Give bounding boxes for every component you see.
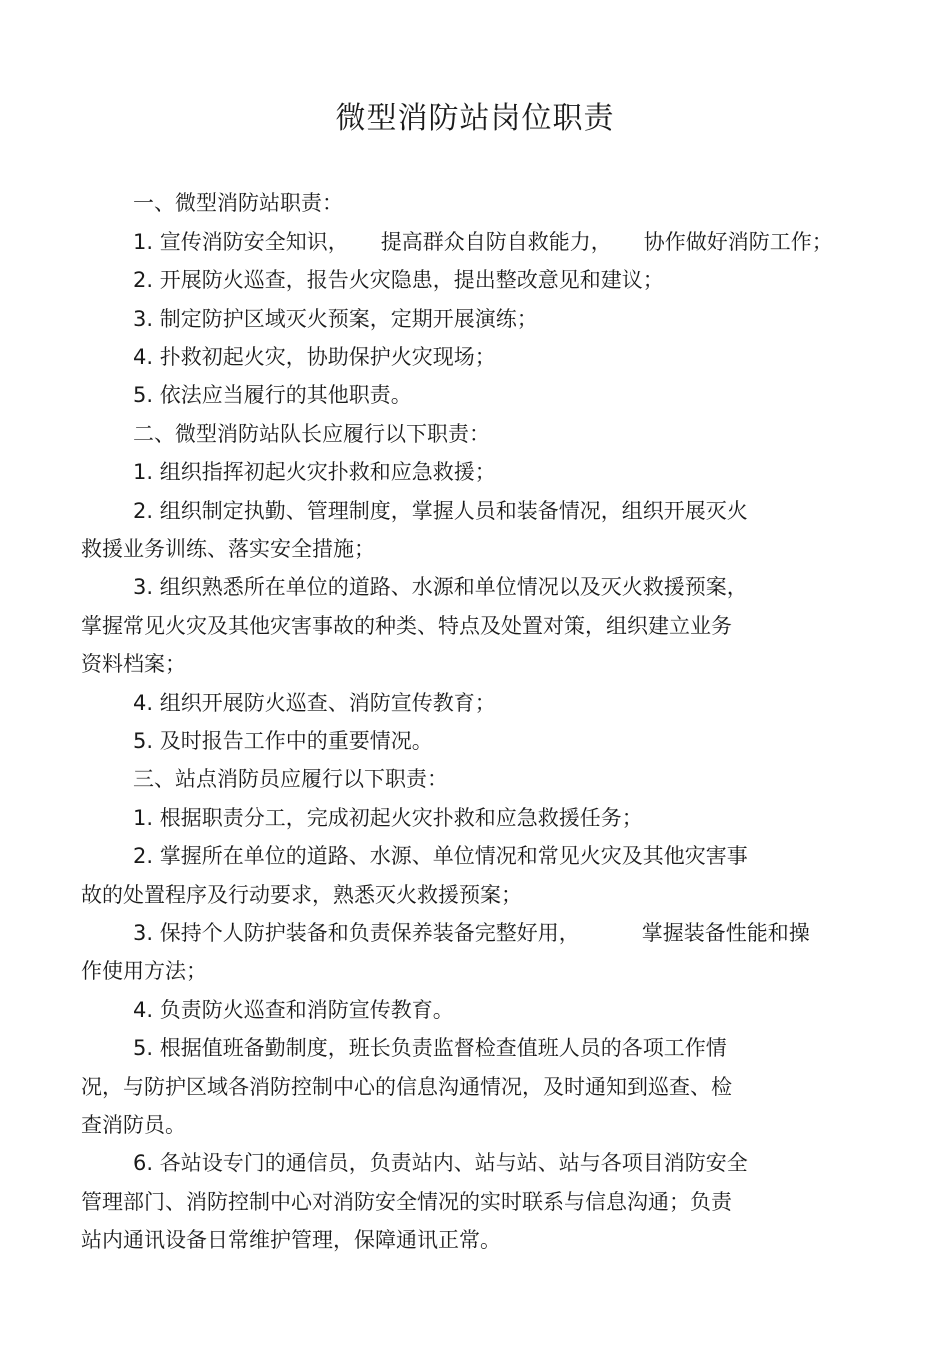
- paragraph-line: 查消防员。: [81, 1113, 186, 1137]
- paragraph-line: 2. 组织制定执勤、管理制度，掌握人员和装备情况，组织开展灭火: [133, 499, 748, 523]
- paragraph-line: 4. 负责防火巡查和消防宣传教育。: [133, 998, 454, 1022]
- paragraph-line: 3. 组织熟悉所在单位的道路、水源和单位情况以及灭火救援预案，: [133, 575, 748, 599]
- paragraph-line: 故的处置程序及行动要求，熟悉灭火救援预案；: [81, 883, 522, 907]
- paragraph-line: 4. 扑救初起火灾，协助保护火灾现场；: [133, 345, 496, 369]
- section-2-heading: 二、微型消防站队长应履行以下职责：: [133, 422, 490, 446]
- paragraph-line: 3. 保持个人防护装备和负责保养装备完整好用， 掌握装备性能和操: [133, 921, 810, 945]
- paragraph-line: 4. 组织开展防火巡查、消防宣传教育；: [133, 691, 496, 715]
- paragraph-line: 管理部门、消防控制中心对消防安全情况的实时联系与信息沟通；负责: [81, 1190, 732, 1214]
- paragraph-line: 况，与防护区域各消防控制中心的信息沟通情况，及时通知到巡查、检: [81, 1075, 732, 1099]
- paragraph-line: 站内通讯设备日常维护管理，保障通讯正常。: [81, 1228, 501, 1252]
- section-3-heading: 三、站点消防员应履行以下职责：: [133, 767, 448, 791]
- paragraph-line: 1. 宣传消防安全知识， 提高群众自防自救能力， 协作做好消防工作；: [133, 230, 833, 254]
- paragraph-line: 1. 组织指挥初起火灾扑救和应急救援；: [133, 460, 496, 484]
- document-title: 微型消防站岗位职责: [335, 101, 615, 136]
- paragraph-line: 2. 掌握所在单位的道路、水源、单位情况和常见火灾及其他灾害事: [133, 844, 748, 868]
- paragraph-line: 作使用方法；: [81, 959, 207, 983]
- paragraph-line: 2. 开展防火巡查，报告火灾隐患，提出整改意见和建议；: [133, 268, 664, 292]
- section-1-heading: 一、微型消防站职责：: [133, 191, 343, 215]
- paragraph-line: 1. 根据职责分工，完成初起火灾扑救和应急救援任务；: [133, 806, 643, 830]
- paragraph-line: 5. 及时报告工作中的重要情况。: [133, 729, 433, 753]
- paragraph-line: 5. 根据值班备勤制度，班长负责监督检查值班人员的各项工作情: [133, 1036, 727, 1060]
- paragraph-line: 掌握常见火灾及其他灾害事故的种类、特点及处置对策，组织建立业务: [81, 614, 732, 638]
- paragraph-line: 6. 各站设专门的通信员，负责站内、站与站、站与各项目消防安全: [133, 1151, 748, 1175]
- paragraph-line: 资料档案；: [81, 652, 186, 676]
- paragraph-line: 3. 制定防护区域灭火预案，定期开展演练；: [133, 307, 538, 331]
- paragraph-line: 5. 依法应当履行的其他职责。: [133, 383, 412, 407]
- paragraph-line: 救援业务训练、落实安全措施；: [81, 537, 375, 561]
